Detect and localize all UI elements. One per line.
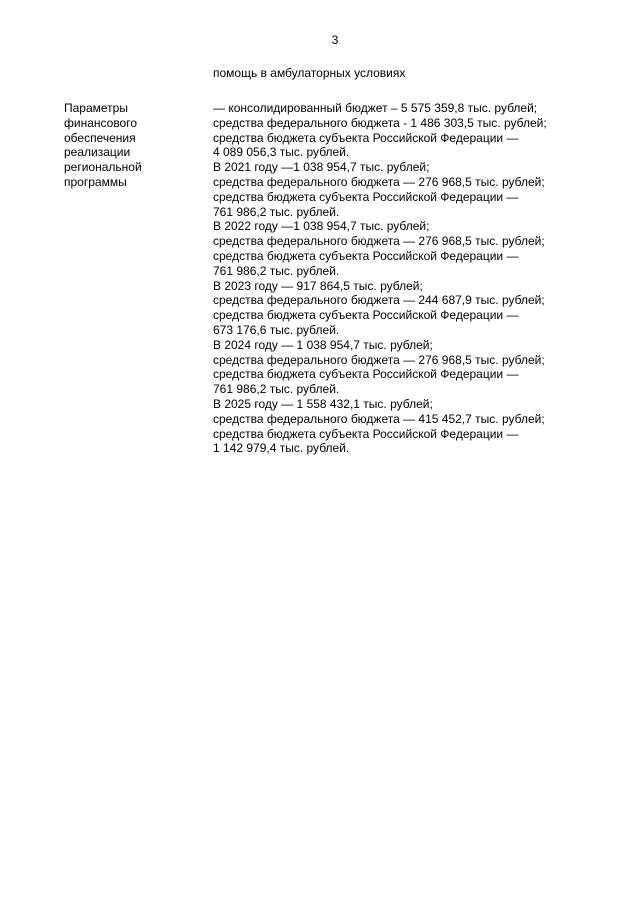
financing-line: 761 986,2 тыс. рублей.	[213, 382, 340, 397]
financing-line: 761 986,2 тыс. рублей.	[213, 204, 340, 219]
parameter-label-line: финансового	[64, 115, 138, 130]
financing-line: средства федерального бюджета - 1 486 303,5 тыс. рублей;	[213, 115, 547, 130]
financing-line: средства федерального бюджета — 276 968,5 тыс. рублей;	[213, 234, 545, 249]
parameter-label	[64, 101, 204, 190]
financing-line: средства бюджета субъекта Российской Федерации —	[213, 426, 519, 441]
financing-line: средства бюджета субъекта Российской Федерации —	[213, 308, 519, 323]
financing-line: — консолидированный бюджет – 5 575 359,8 тыс. рублей;	[213, 101, 538, 115]
parameter-label-line: обеспечения	[64, 130, 136, 145]
financing-line: средства федерального бюджета — 244 687,9 тыс. рублей;	[213, 293, 545, 308]
financing-line: средства федерального бюджета — 415 452,7 тыс. рублей;	[213, 411, 545, 426]
financing-line: В 2021 году —1 038 954,7 тыс. рублей;	[213, 160, 430, 175]
financing-line: средства бюджета субъекта Российской Федерации —	[213, 189, 519, 204]
header-line: помощь в амбулаторных условиях	[213, 66, 406, 80]
financing-line: В 2025 году — 1 558 432,1 тыс. рублей;	[213, 396, 433, 411]
financing-line: 4 089 056,3 тыс. рублей.	[213, 145, 350, 160]
financing-line: средства бюджета субъекта Российской Федерации —	[213, 367, 519, 382]
financing-line: 673 176,6 тыс. рублей.	[213, 322, 340, 337]
financing-line: В 2023 году — 917 864,5 тыс. рублей;	[213, 278, 423, 293]
parameter-label-line: региональной	[64, 160, 142, 175]
financing-line: средства бюджета субъекта Российской Федерации —	[213, 248, 519, 263]
parameter-label-line: программы	[64, 174, 127, 189]
financing-line: средства бюджета субъекта Российской Федерации —	[213, 130, 519, 145]
financing-line: средства федерального бюджета — 276 968,5 тыс. рублей;	[213, 174, 545, 189]
financing-line: средства федерального бюджета — 276 968,5 тыс. рублей;	[213, 352, 545, 367]
parameter-label-line: реализации	[64, 145, 131, 160]
parameter-label-line: Параметры	[64, 101, 128, 115]
financing-line: 761 986,2 тыс. рублей.	[213, 263, 340, 278]
financing-details	[213, 101, 593, 456]
page-number: 3	[331, 33, 339, 47]
financing-line: В 2024 году — 1 038 954,7 тыс. рублей;	[213, 337, 433, 352]
financing-line: В 2022 году —1 038 954,7 тыс. рублей;	[213, 219, 430, 234]
financing-line: 1 142 979,4 тыс. рублей.	[213, 441, 350, 456]
